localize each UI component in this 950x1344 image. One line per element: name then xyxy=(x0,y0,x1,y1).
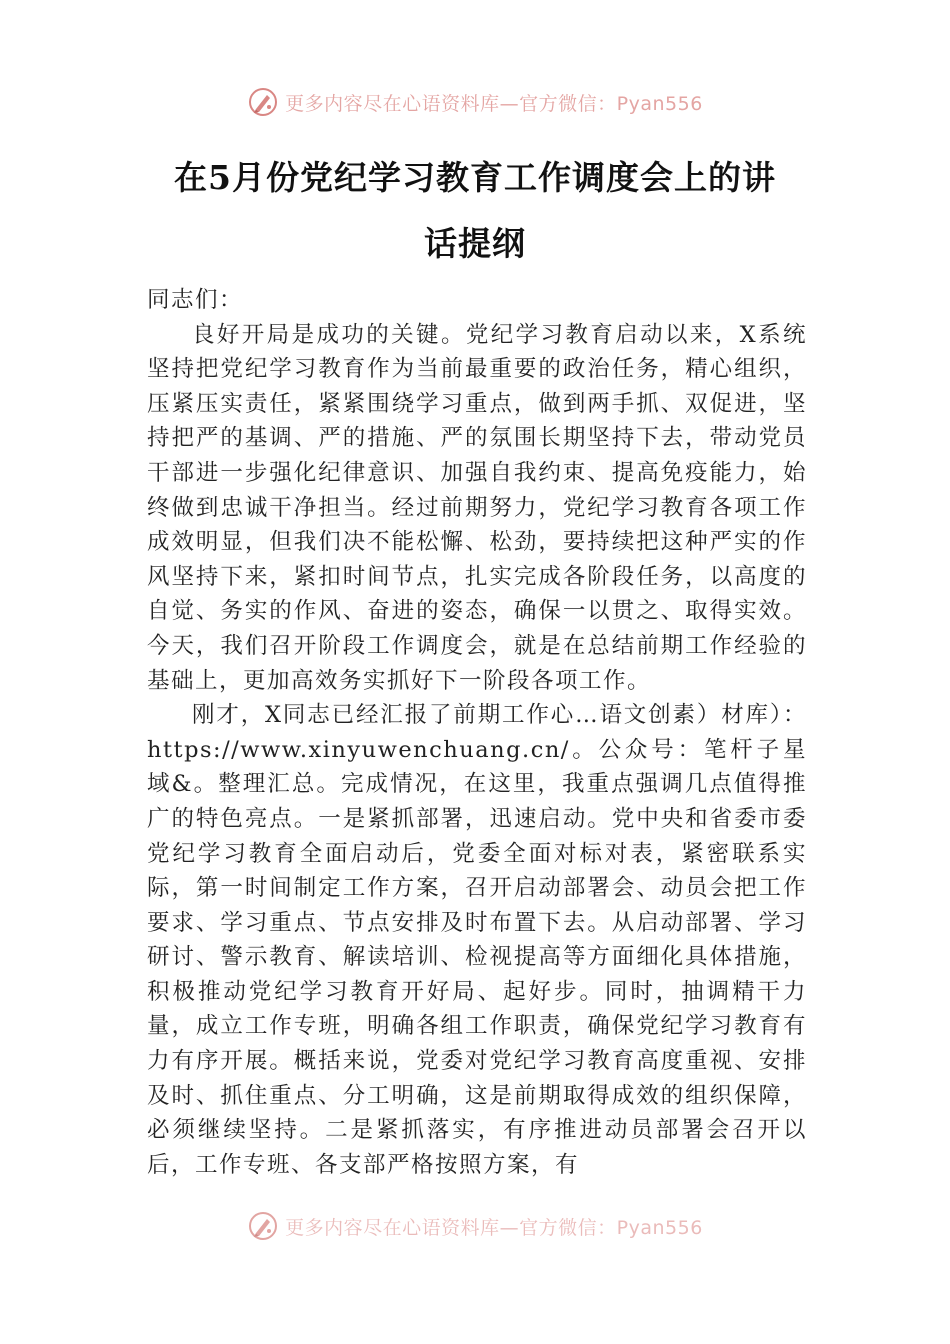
salutation: 同志们： xyxy=(147,287,244,313)
page-title xyxy=(140,145,810,277)
paragraph-1: 良好开局是成功的关键。党纪学习教育启动以来，X系统坚持把党纪学习教育作为当前最重要的政治任务，精心组织，压紧压实责任，紧紧围绕学习重点，做到两手抓、双促进，坚持把严的基调、严的措施、严的氛围长期坚持下去，带动党员干部进一步强化纪律意识、加强自我约束、提高免疫能力，始终做到忠诚干净担当。经过前期努力，党纪学习教育各项工作成效明显，但我们决不能松懈、松劲，要持续把这种严实的作风坚持下来，紧扣时间节点，扎实完成各阶段任务，以高度的自觉、务实的作风、奋进的姿态，确保一以贯之、取得实效。今天，我们召开阶段工作调度会，就是在总结前期工作经验的基础上，更加高效务实抓好下一阶段各项工作。 xyxy=(147,321,807,694)
document-body xyxy=(147,283,807,1178)
pen-logo-icon xyxy=(247,1210,279,1242)
watermark-footer xyxy=(0,1206,950,1246)
paragraph-2: 刚才，X同志已经汇报了前期工作心…语文创素）材库）：https://www.xinyuwenchuang.cn/。公众号：笔杆子星域&。整理汇总。完成情况，在这里，我重点强调几点值得推广的特色亮点。一是紧抓部署，迅速启动。党中央和省委市委党纪学习教育全面启动后，党委全面对标对表，紧密联系实际，第一时间制定工作方案，召开启动部署会、动员会把工作要求、学习重点、节点安排及时布置下去。从启动部署、学习研讨、警示教育、解读培训、检视提高等方面细化具体措施，积极推动党纪学习教育开好局、起好步。同时，抽调精干力量，成立工作专班，明确各组工作职责，确保党纪学习教育有力有序开展。概括来说，党委对党纪学习教育高度重视、安排及时、抓住重点、分工明确，这是前期取得成效的组织保障，必须继续坚持。二是紧抓落实，有序推进动员部署会召开以后，工作专班、各支部严格按照方案，有 xyxy=(147,702,807,1178)
pen-logo-icon xyxy=(247,86,279,118)
watermark-text: 更多内容尽在心语资料库—官方微信：Pyan556 xyxy=(285,1216,703,1239)
title-line-1: 在5月份党纪学习教育工作调度会上的讲 xyxy=(174,158,776,197)
watermark-header xyxy=(0,82,950,122)
watermark-text: 更多内容尽在心语资料库—官方微信：Pyan556 xyxy=(285,92,703,115)
title-line-2: 话提纲 xyxy=(424,224,526,263)
